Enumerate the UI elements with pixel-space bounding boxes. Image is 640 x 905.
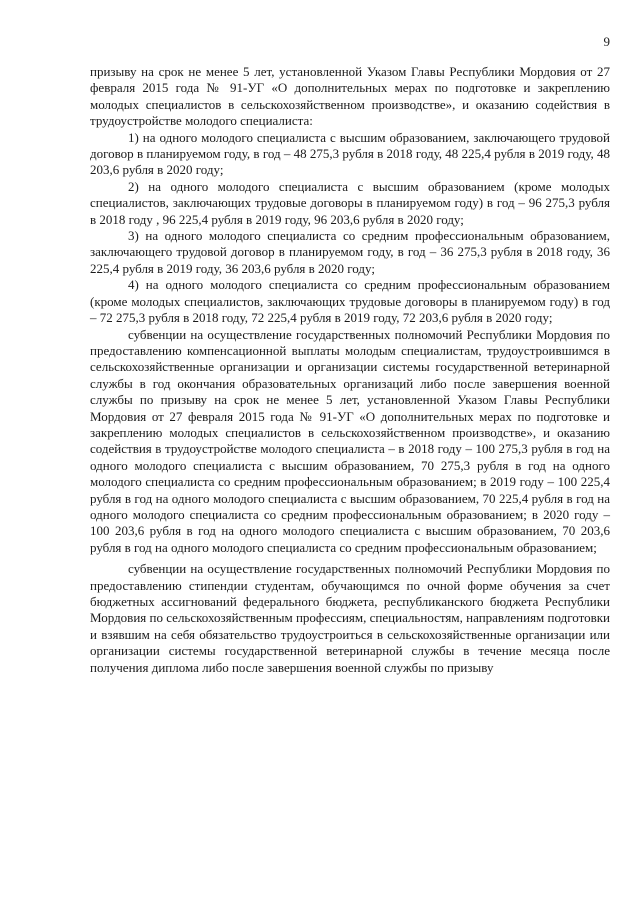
page-number: 9 — [603, 34, 610, 49]
paragraph-continuation: призыву на срок не менее 5 лет, установленной Указом Главы Республики Мордовия от 27 февраля 2015 года № 91-УГ «О дополнительных мерах по подготовке и закреплению молодых специалистов в сельскохозяйственном производстве», и оказанию содействия в трудоустройстве молодого специалиста: — [90, 64, 610, 129]
document-body — [90, 64, 610, 676]
paragraph-item-4: 4) на одного молодого специалиста со средним профессиональным образованием (кроме молодых специалистов, заключающих трудовые договоры в планируемом году) в год – 72 275,3 рубля в 2018 году, 72 225,4 рубля в 2019 году, 72 203,6 рубля в 2020 году; — [90, 277, 610, 326]
paragraph-subvention-stipend: субвенции на осуществление государственных полномочий Республики Мордовия по предоставлению стипендии студентам, обучающимся по очной форме обучения за счет бюджетных ассигнований федерального бюджета, республиканского бюджета Республики Мордовия по сельскохозяйственным профессиям, специальностям, направлениям подготовки и взявшим на себя обязательство трудоустроиться в сельскохозяйственные организации или организации системы государственной ветеринарной службы в течение месяца после получения диплома либо после завершения военной службы по призыву — [90, 561, 610, 675]
paragraph-item-2: 2) на одного молодого специалиста с высшим образованием (кроме молодых специалистов, заключающих трудовые договоры в планируемом году) в год – 96 275,3 рубля в 2018 году , 96 225,4 рубля в 2019 году, 96 203,6 рубля в 2020 году; — [90, 178, 610, 227]
paragraph-item-3: 3) на одного молодого специалиста со средним профессиональным образованием, заключающего трудовой договор в планируемом году, в год – 36 275,3 рубля в 2018 году, 36 225,4 рубля в 2019 году, 36 203,6 рубля в 2020 году; — [90, 228, 610, 276]
paragraph-item-1: 1) на одного молодого специалиста с высшим образованием, заключающего трудовой договор в планируемом году, в год – 48 275,3 рубля в 2018 году, 48 225,4 рубля в 2019 году, 48 203,6 рубля в 2020 году; — [90, 129, 610, 178]
paragraph-subvention-compensation: субвенции на осуществление государственных полномочий Республики Мордовия по предоставлению компенсационной выплаты молодым специалистам, трудоустроившимся в сельскохозяйственные организации и организации системы государственной ветеринарной службы в год окончания образовательных организаций либо после завершения военной службы по призыву на срок не менее 5 лет, установленной Указом Главы Республики Мордовия от 27 февраля 2015 года № 91-УГ «О дополнительных мерах по подготовке и закреплению молодых специалистов в сельскохозяйственном производстве», и оказанию содействия в трудоустройстве молодого специалиста – в 2018 году – 100 275,3 рубля в год на одного молодого специалиста с высшим образованием, 70 275,3 рубля в год на одного молодого специалиста со средним профессиональным образованием; в 2019 году – 100 225,4 рубля в год на одного молодого специалиста с высшим образованием, 70 225,4 рубля в год на одного молодого специалиста со средним профессиональным образованием; в 2020 году – 100 203,6 рубля в год на одного молодого специалиста с высшим образованием, 70 203,6 рубля в год на одного молодого специалиста со средним профессиональным образованием; — [90, 326, 610, 555]
